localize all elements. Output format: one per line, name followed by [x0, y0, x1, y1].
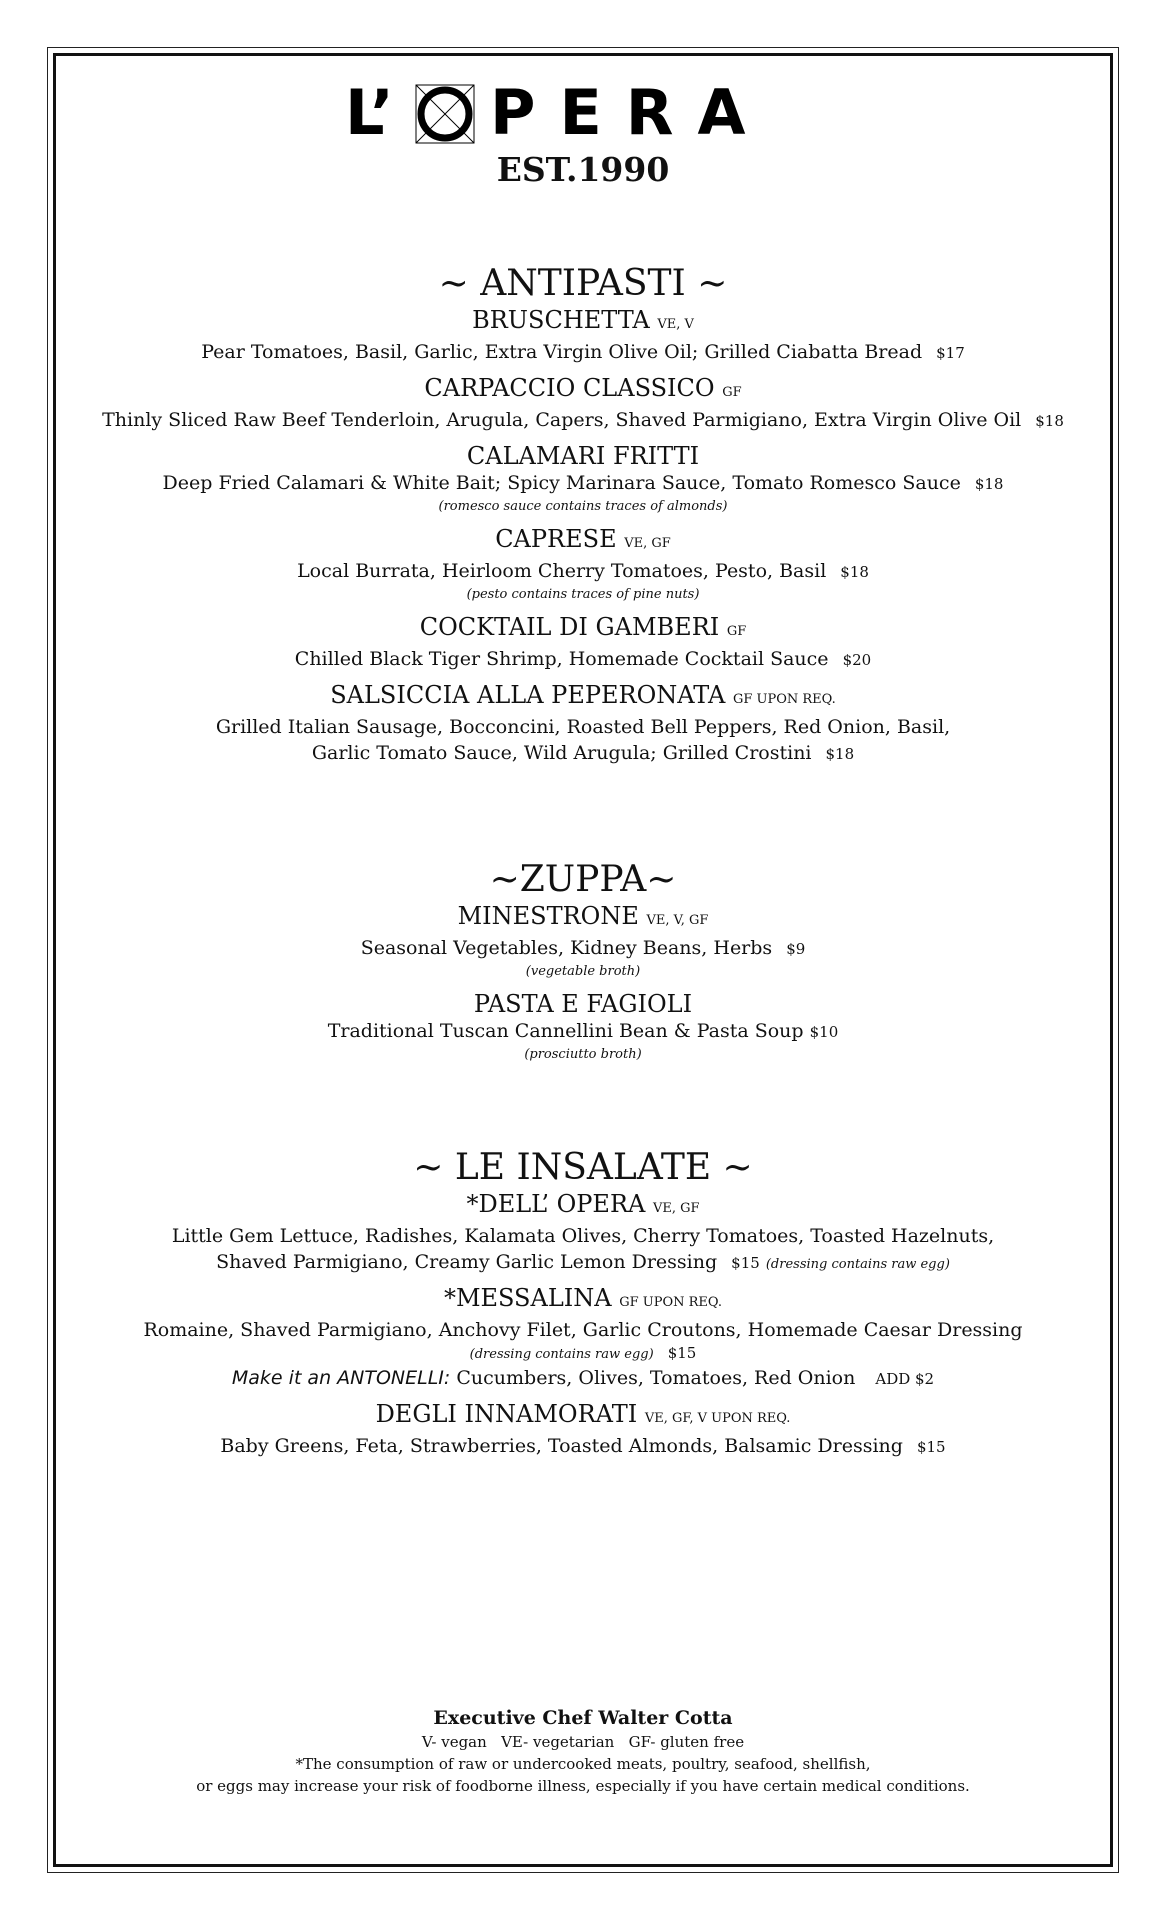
- logo-circle-icon: [415, 84, 475, 144]
- brand-name-right: PERA: [490, 76, 770, 149]
- menu-item: [60, 1284, 1106, 1392]
- item-name: COCKTAIL DI GAMBERI: [419, 613, 720, 641]
- item-description: Deep Fried Calamari & White Bait; Spicy Marinara Sauce, Tomato Romesco Sauce: [162, 472, 961, 494]
- item-note: (vegetable broth): [525, 964, 641, 979]
- item-price: $15: [731, 1254, 760, 1272]
- menu-item: [60, 613, 1106, 673]
- menu-item: [60, 1190, 1106, 1276]
- section-title-zuppa: ~ZUPPA~: [489, 859, 677, 900]
- item-price: $17: [936, 344, 965, 362]
- item-note: (romesco sauce contains traces of almonds): [438, 499, 728, 514]
- menu-item: [60, 306, 1106, 366]
- item-name: CAPRESE: [495, 525, 617, 553]
- item-tags: VE, GF, V UPON REQ.: [644, 1411, 791, 1426]
- section-insalate: [60, 1146, 1106, 1460]
- item-name: PASTA E FAGIOLI: [473, 990, 693, 1018]
- addon-description: Cucumbers, Olives, Tomatoes, Red Onion: [456, 1367, 856, 1389]
- health-warning-line1: *The consumption of raw or undercooked meats, poultry, seafood, shellfish,: [295, 1755, 871, 1773]
- item-price: $9: [786, 940, 806, 958]
- item-description: Romaine, Shaved Parmigiano, Anchovy Filet, Garlic Croutons, Homemade Caesar Dressing: [143, 1319, 1023, 1341]
- menu-item: [60, 1400, 1106, 1460]
- item-price: $15: [916, 1438, 946, 1456]
- item-description: Little Gem Lettuce, Radishes, Kalamata Olives, Cherry Tomatoes, Toasted Hazelnuts,: [171, 1225, 995, 1247]
- brand-logo: [60, 78, 1106, 148]
- menu-item: [60, 525, 1106, 605]
- item-description: Grilled Italian Sausage, Bocconcini, Roasted Bell Peppers, Red Onion, Basil,: [215, 716, 951, 738]
- menu-item: [60, 681, 1106, 767]
- item-note: (prosciutto broth): [524, 1047, 642, 1062]
- item-name: CALAMARI FRITTI: [466, 442, 700, 470]
- established-year: EST.1990: [496, 150, 670, 189]
- item-tags: VE, GF: [652, 1201, 700, 1216]
- menu-item: [60, 374, 1106, 434]
- item-name: *MESSALINA: [443, 1284, 612, 1312]
- section-antipasti: [60, 262, 1106, 767]
- item-price: $15: [667, 1344, 697, 1362]
- menu-item: [60, 990, 1106, 1065]
- addon-label: Make it an ANTONELLI:: [231, 1367, 451, 1389]
- executive-chef: Executive Chef Walter Cotta: [433, 1707, 733, 1729]
- item-price: $18: [825, 745, 855, 763]
- item-note: (dressing contains raw egg): [469, 1347, 654, 1362]
- item-note: (dressing contains raw egg): [765, 1257, 950, 1272]
- item-description: Thinly Sliced Raw Beef Tenderloin, Arugula, Capers, Shaved Parmigiano, Extra Virgin Olive Oil: [102, 409, 1022, 431]
- item-description: Baby Greens, Feta, Strawberries, Toasted Almonds, Balsamic Dressing: [220, 1435, 903, 1457]
- item-description-line2: Garlic Tomato Sauce, Wild Arugula; Grilled Crostini: [311, 742, 812, 764]
- item-note: (pesto contains traces of pine nuts): [466, 587, 700, 602]
- item-name: MINESTRONE: [457, 902, 639, 930]
- item-description-line2: Shaved Parmigiano, Creamy Garlic Lemon Dressing: [216, 1251, 718, 1273]
- item-description: Traditional Tuscan Cannellini Bean & Pasta Soup: [327, 1020, 804, 1042]
- addon-price: ADD $2: [875, 1370, 935, 1388]
- item-name: CARPACCIO CLASSICO: [424, 374, 715, 402]
- item-tags: GF UPON REQ.: [732, 692, 836, 707]
- menu-item: [60, 442, 1106, 517]
- item-description: Local Burrata, Heirloom Cherry Tomatoes, Pesto, Basil: [297, 560, 827, 582]
- item-price: $10: [809, 1023, 839, 1041]
- item-description: Chilled Black Tiger Shrimp, Homemade Cocktail Sauce: [294, 648, 829, 670]
- section-title-insalate: ~ LE INSALATE ~: [413, 1147, 753, 1188]
- item-tags: VE, V: [657, 317, 694, 332]
- item-name: BRUSCHETTA: [472, 306, 650, 334]
- item-tags: GF: [726, 624, 747, 639]
- item-tags: VE, V, GF: [646, 913, 709, 928]
- item-price: $18: [1035, 412, 1064, 430]
- section-title-antipasti: ~ ANTIPASTI ~: [438, 263, 728, 304]
- item-name: SALSICCIA ALLA PEPERONATA: [330, 681, 726, 709]
- item-tags: GF: [722, 385, 742, 400]
- item-price: $18: [840, 563, 869, 581]
- item-name: *DELL’ OPERA: [466, 1190, 646, 1218]
- section-zuppa: [60, 858, 1106, 1065]
- diet-legend: V- vegan VE- vegetarian GF- gluten free: [421, 1733, 745, 1751]
- brand-name-left: L’: [345, 76, 394, 149]
- health-warning-line2: or eggs may increase your risk of foodborne illness, especially if you have certain medical conditions.: [196, 1777, 970, 1795]
- menu-footer: [60, 1705, 1106, 1797]
- item-description: Seasonal Vegetables, Kidney Beans, Herbs: [360, 937, 773, 959]
- item-price: $20: [842, 651, 872, 669]
- item-description: Pear Tomatoes, Basil, Garlic, Extra Virgin Olive Oil; Grilled Ciabatta Bread: [201, 341, 923, 363]
- item-name: DEGLI INNAMORATI: [375, 1400, 638, 1428]
- menu-item: [60, 902, 1106, 982]
- item-tags: VE, GF: [624, 536, 671, 551]
- item-tags: GF UPON REQ.: [619, 1295, 723, 1310]
- item-price: $18: [974, 475, 1004, 493]
